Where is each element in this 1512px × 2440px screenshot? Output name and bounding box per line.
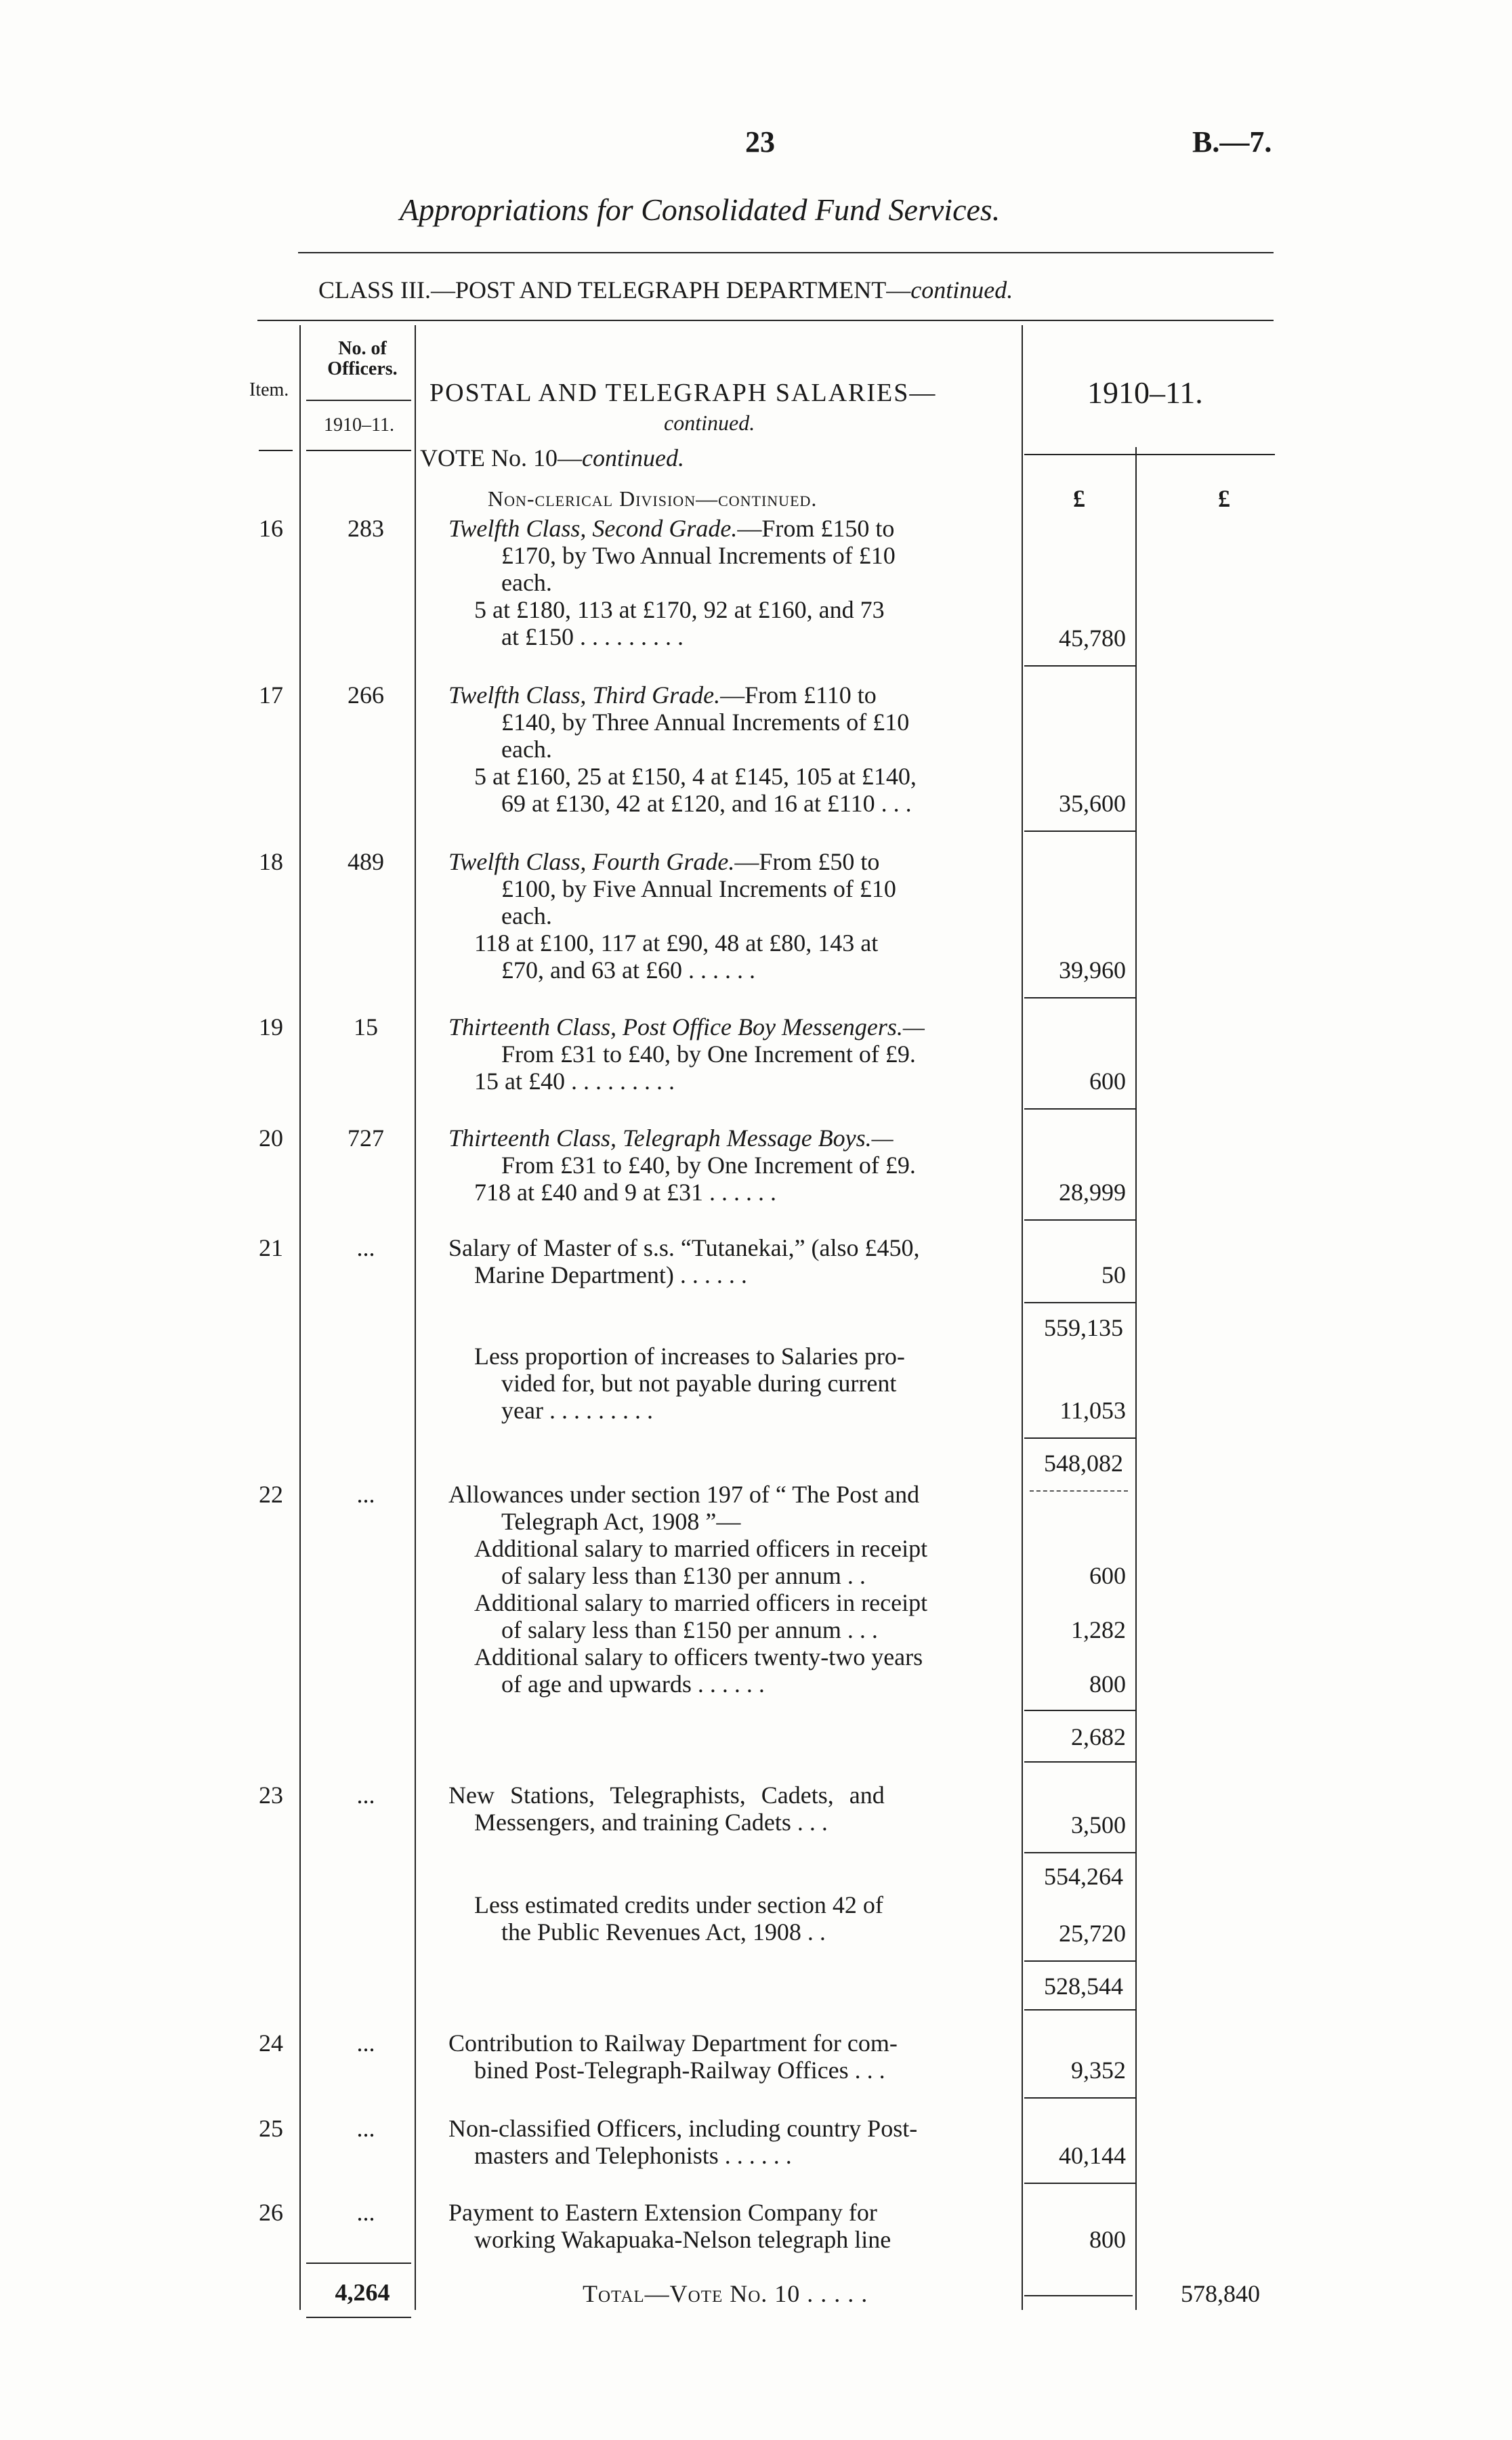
row-amount: 50 (1101, 1261, 1126, 1288)
officers-count: 489 (348, 848, 384, 875)
officers-year-rule (306, 450, 411, 451)
total-officers: 4,264 (335, 2279, 390, 2306)
row-line: £170, by Two Annual Increments of £10 (501, 542, 896, 569)
class-heading (318, 276, 1013, 303)
row-line: 15 at £40 . . . . . . . . . (474, 1068, 675, 1095)
less-increases-line: vided for, but not payable during current (501, 1370, 897, 1397)
row-amount: 39,960 (1059, 956, 1126, 984)
row-line: each. (501, 569, 552, 596)
row-line: £100, by Five Annual Increments of £10 (501, 875, 896, 902)
col-rule-amount (1135, 447, 1137, 2310)
page-title: Appropriations for Consolidated Fund Services. (400, 192, 1001, 227)
officers-count: ... (356, 2029, 375, 2057)
item-number: 22 (259, 1481, 283, 1508)
row-amount: 600 (1089, 1068, 1126, 1095)
section-title-continued: continued. (664, 411, 755, 435)
vote-line (420, 444, 684, 471)
item-number: 25 (259, 2115, 283, 2142)
item-number: 17 (259, 681, 283, 709)
amount-rule (1024, 1761, 1136, 1763)
year-heading-rule (1024, 454, 1275, 455)
less-increases-line: Less proportion of increases to Salaries pro- (474, 1343, 905, 1370)
year-heading: 1910–11. (1087, 375, 1203, 410)
amount-rule (1024, 997, 1136, 998)
item-number: 18 (259, 848, 283, 875)
subtotal-amount: 548,082 (1044, 1450, 1123, 1477)
officers-count: 266 (348, 681, 384, 709)
row-line: of age and upwards . . . . . . (501, 1670, 765, 1698)
row-line: bined Post-Telegraph-Railway Offices . . . (474, 2057, 885, 2084)
item-number: 21 (259, 1234, 283, 1261)
row-line: of salary less than £150 per annum . . . (501, 1616, 878, 1643)
row-line: Contribution to Railway Department for com- (448, 2029, 898, 2057)
less-credits-line: Less estimated credits under section 42 of (474, 1891, 883, 1918)
row-line: masters and Telephonists . . . . . . (474, 2142, 792, 2169)
row-title: Twelfth Class, Fourth Grade. (448, 848, 735, 875)
row-line: Additional salary to married officers in receipt (474, 1535, 928, 1562)
col-rule-item (299, 325, 301, 2310)
item-number: 23 (259, 1782, 283, 1809)
amount-rule (1024, 665, 1136, 667)
total-label: Total—Vote No. 10 . . . . . (583, 2280, 868, 2307)
officers-count: ... (356, 1234, 375, 1261)
row-line: Marine Department) . . . . . . (474, 1261, 747, 1288)
item-number: 20 (259, 1124, 283, 1152)
total-amount-rule (1024, 2295, 1133, 2296)
header-item: Item. (249, 379, 289, 400)
total-officers-bottom-rule (306, 2317, 411, 2318)
item-number: 19 (259, 1013, 283, 1040)
item-header-rule (259, 450, 293, 451)
row-title: Thirteenth Class, Post Office Boy Messengers.— (448, 1013, 925, 1040)
row-line: From £31 to £40, by One Increment of £9. (501, 1040, 916, 1068)
amount-rule (1024, 1437, 1136, 1439)
row-line: working Wakapuaka-Nelson telegraph line (474, 2226, 891, 2253)
item-number: 24 (259, 2029, 283, 2057)
row-line: From £31 to £40, by One Increment of £9. (501, 1152, 916, 1179)
section-title: POSTAL AND TELEGRAPH SALARIES— (429, 379, 937, 407)
class-heading-text: CLASS III.—POST AND TELEGRAPH DEPARTMENT— (318, 276, 911, 303)
row-line: Non-classified Officers, including country Post- (448, 2115, 918, 2142)
row-line: £70, and 63 at £60 . . . . . . (501, 956, 755, 984)
dashed-rule (1030, 1490, 1128, 1492)
row-amount: 9,352 (1071, 2057, 1126, 2084)
less-credits-line: the Public Revenues Act, 1908 . . (501, 1918, 826, 1945)
row-amount: 3,500 (1071, 1811, 1126, 1838)
row-line: 5 at £180, 113 at £170, 92 at £160, and 73 (474, 596, 885, 623)
title-rule (298, 252, 1274, 253)
row-line: Additional salary to officers twenty-two years (474, 1643, 923, 1670)
row-amount: 1,282 (1071, 1616, 1126, 1643)
less-increases-amount: 11,053 (1059, 1397, 1126, 1424)
subtotal-amount: 559,135 (1044, 1314, 1123, 1341)
row-line: 69 at £130, 42 at £120, and 16 at £110 . . . (501, 790, 912, 817)
amount-rule (1024, 1852, 1136, 1853)
subtotal-amount: 528,544 (1044, 1973, 1123, 2000)
header-top-rule (257, 320, 1274, 321)
officers-count: ... (356, 1782, 375, 1809)
amount-rule (1024, 1219, 1136, 1221)
row-title: Twelfth Class, Second Grade. (448, 515, 738, 542)
subtotal-amount: 554,264 (1044, 1863, 1123, 1890)
header-officers: No. of Officers. (327, 338, 398, 379)
row-line: Allowances under section 197 of “ The Post and (448, 1481, 920, 1508)
row-line: Telegraph Act, 1908 ”— (501, 1508, 741, 1535)
row-line: New Stations, Telegraphists, Cadets, and (448, 1782, 885, 1809)
row-line: each. (501, 736, 552, 763)
officers-count: 283 (348, 515, 384, 542)
page-number: 23 (745, 125, 775, 159)
row-title: Thirteenth Class, Telegraph Message Boys.— (448, 1124, 894, 1152)
vote-line-text: VOTE No. 10— (420, 444, 582, 471)
row-amount: 45,780 (1059, 625, 1126, 652)
officers-header-rule (306, 400, 411, 401)
row-line: —From £50 to (734, 848, 880, 875)
row-line: Payment to Eastern Extension Company for (448, 2199, 877, 2226)
row-line: Salary of Master of s.s. “Tutanekai,” (also £450, (448, 1234, 920, 1261)
row-total-amount: 2,682 (1071, 1723, 1126, 1750)
row-line: of salary less than £130 per annum . . (501, 1562, 866, 1589)
document-code: B.—7. (1192, 125, 1272, 159)
total-amount: 578,840 (1181, 2280, 1260, 2307)
vote-line-continued: continued. (581, 444, 684, 471)
total-officers-rule (306, 2263, 411, 2264)
header-officers-year: 1910–11. (324, 415, 394, 436)
row-line: each. (501, 902, 552, 929)
amount-rule (1024, 2009, 1136, 2011)
row-line: 118 at £100, 117 at £90, 48 at £80, 143 at (474, 929, 879, 956)
amount-rule (1024, 1710, 1136, 1711)
officers-count: 15 (354, 1013, 378, 1040)
less-credits-amount: 25,720 (1059, 1920, 1126, 1947)
amount-rule (1024, 1960, 1136, 1962)
amount-rule (1024, 2097, 1136, 2099)
amount-rule (1024, 1302, 1136, 1303)
row-amount: 800 (1089, 1670, 1126, 1698)
amount-rule (1024, 830, 1136, 832)
row-line: 718 at £40 and 9 at £31 . . . . . . (474, 1179, 776, 1206)
row-description (448, 848, 879, 875)
pound-sign-column-1: £ (1073, 485, 1085, 512)
officers-count: ... (356, 2115, 375, 2142)
amount-rule (1024, 1108, 1136, 1110)
row-line: —From £150 to (737, 515, 895, 542)
item-number: 16 (259, 515, 283, 542)
amount-rule (1024, 2183, 1136, 2184)
row-line: 5 at £160, 25 at £150, 4 at £145, 105 at £140, (474, 763, 917, 790)
pound-sign-column-2: £ (1218, 485, 1230, 512)
row-title: Twelfth Class, Third Grade. (448, 681, 721, 709)
item-number: 26 (259, 2199, 283, 2226)
row-amount: 35,600 (1059, 790, 1126, 817)
row-line: £140, by Three Annual Increments of £10 (501, 709, 910, 736)
row-amount: 40,144 (1059, 2142, 1126, 2169)
officers-count: 727 (348, 1124, 384, 1152)
officers-count: ... (356, 1481, 375, 1508)
row-line: Additional salary to married officers in receipt (474, 1589, 928, 1616)
row-amount: 800 (1089, 2226, 1126, 2253)
less-increases-line: year . . . . . . . . . (501, 1397, 653, 1424)
row-line: at £150 . . . . . . . . . (501, 623, 684, 650)
row-line: —From £110 to (720, 681, 877, 709)
col-rule-officers (415, 325, 416, 2310)
row-description (448, 515, 894, 542)
class-heading-continued: continued. (910, 276, 1013, 303)
row-amount: 600 (1089, 1562, 1126, 1589)
row-amount: 28,999 (1059, 1179, 1126, 1206)
subheading-non-clerical: Non-clerical Division—continued. (488, 486, 818, 511)
row-description (448, 681, 877, 709)
row-line: Messengers, and training Cadets . . . (474, 1809, 828, 1836)
officers-count: ... (356, 2199, 375, 2226)
